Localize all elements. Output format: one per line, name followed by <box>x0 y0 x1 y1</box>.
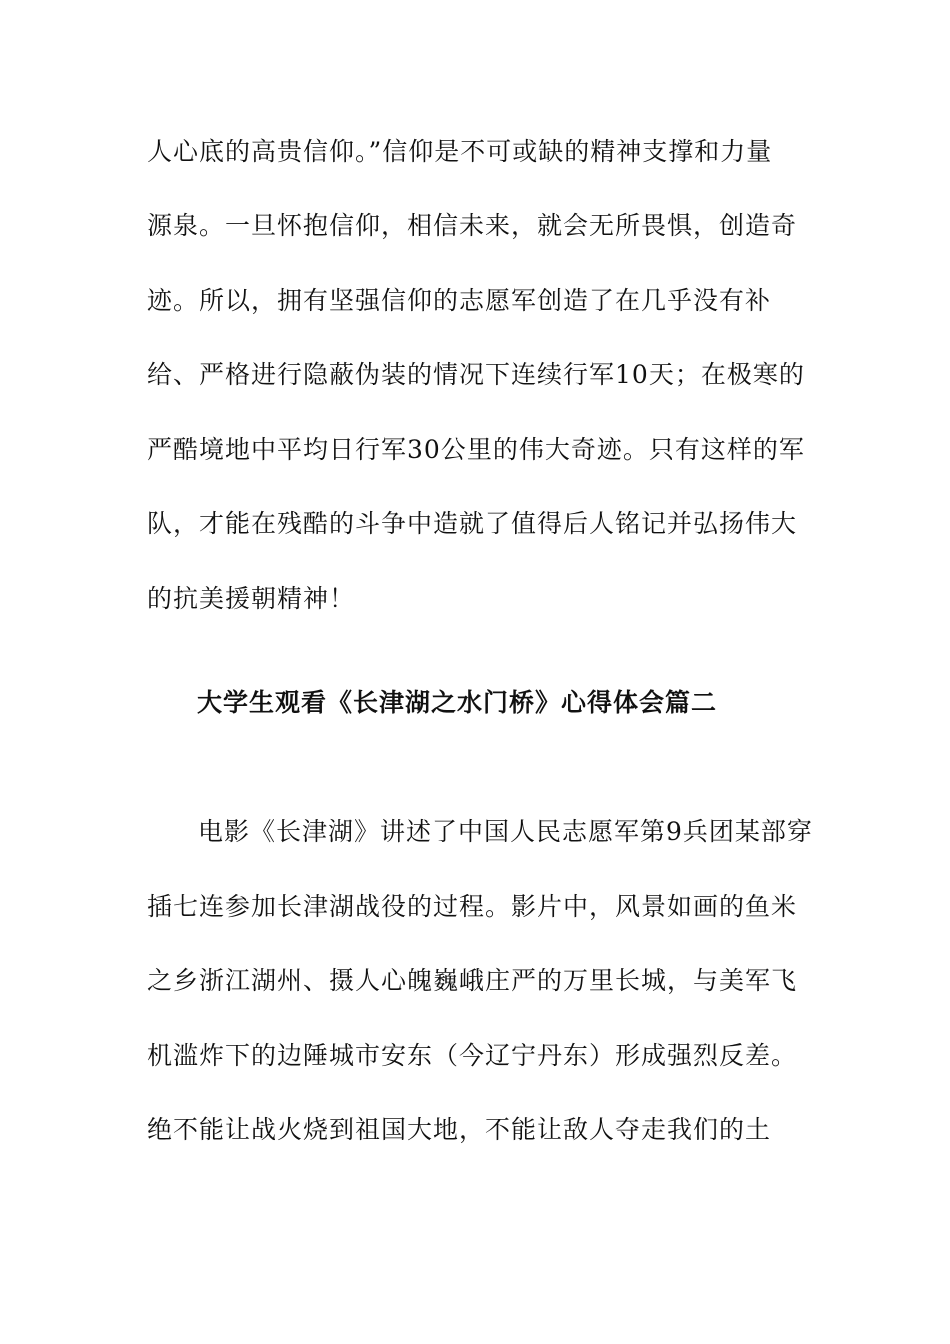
paragraph-line: 源泉。一旦怀抱信仰，相信未来，就会无所畏惧，创造奇 <box>147 211 798 240</box>
paragraph-line: 严酷境地中平均日行军30公里的伟大奇迹。只有这样的军 <box>147 435 805 464</box>
paragraph-line: 人心底的高贵信仰。”信仰是不可或缺的精神支撑和力量 <box>147 137 773 166</box>
paragraph-line: 的抗美援朝精神！ <box>147 584 356 613</box>
paragraph-line: 绝不能让战火烧到祖国大地，不能让敌人夺走我们的土 <box>147 1115 772 1144</box>
paragraph-line: 给、严格进行隐蔽伪装的情况下连续行军10天；在极寒的 <box>147 360 805 389</box>
paragraph-line: 电影《长津湖》讲述了中国人民志愿军第9兵团某部穿 <box>198 817 813 846</box>
paragraph-line: 队，才能在残酷的斗争中造就了值得后人铭记并弘扬伟大 <box>147 509 798 538</box>
paragraph-line: 机滥炸下的边陲城市安东（今辽宁丹东）形成强烈反差。 <box>147 1041 798 1070</box>
paragraph-line: 迹。所以，拥有坚强信仰的志愿军创造了在几乎没有补 <box>147 286 772 315</box>
paragraph-line: 之乡浙江湖州、摄人心魄巍峨庄严的万里长城，与美军飞 <box>147 966 798 995</box>
paragraph-line: 插七连参加长津湖战役的过程。影片中，风景如画的鱼米 <box>147 892 798 921</box>
section-heading: 大学生观看《长津湖之水门桥》心得体会篇二 <box>197 688 718 717</box>
